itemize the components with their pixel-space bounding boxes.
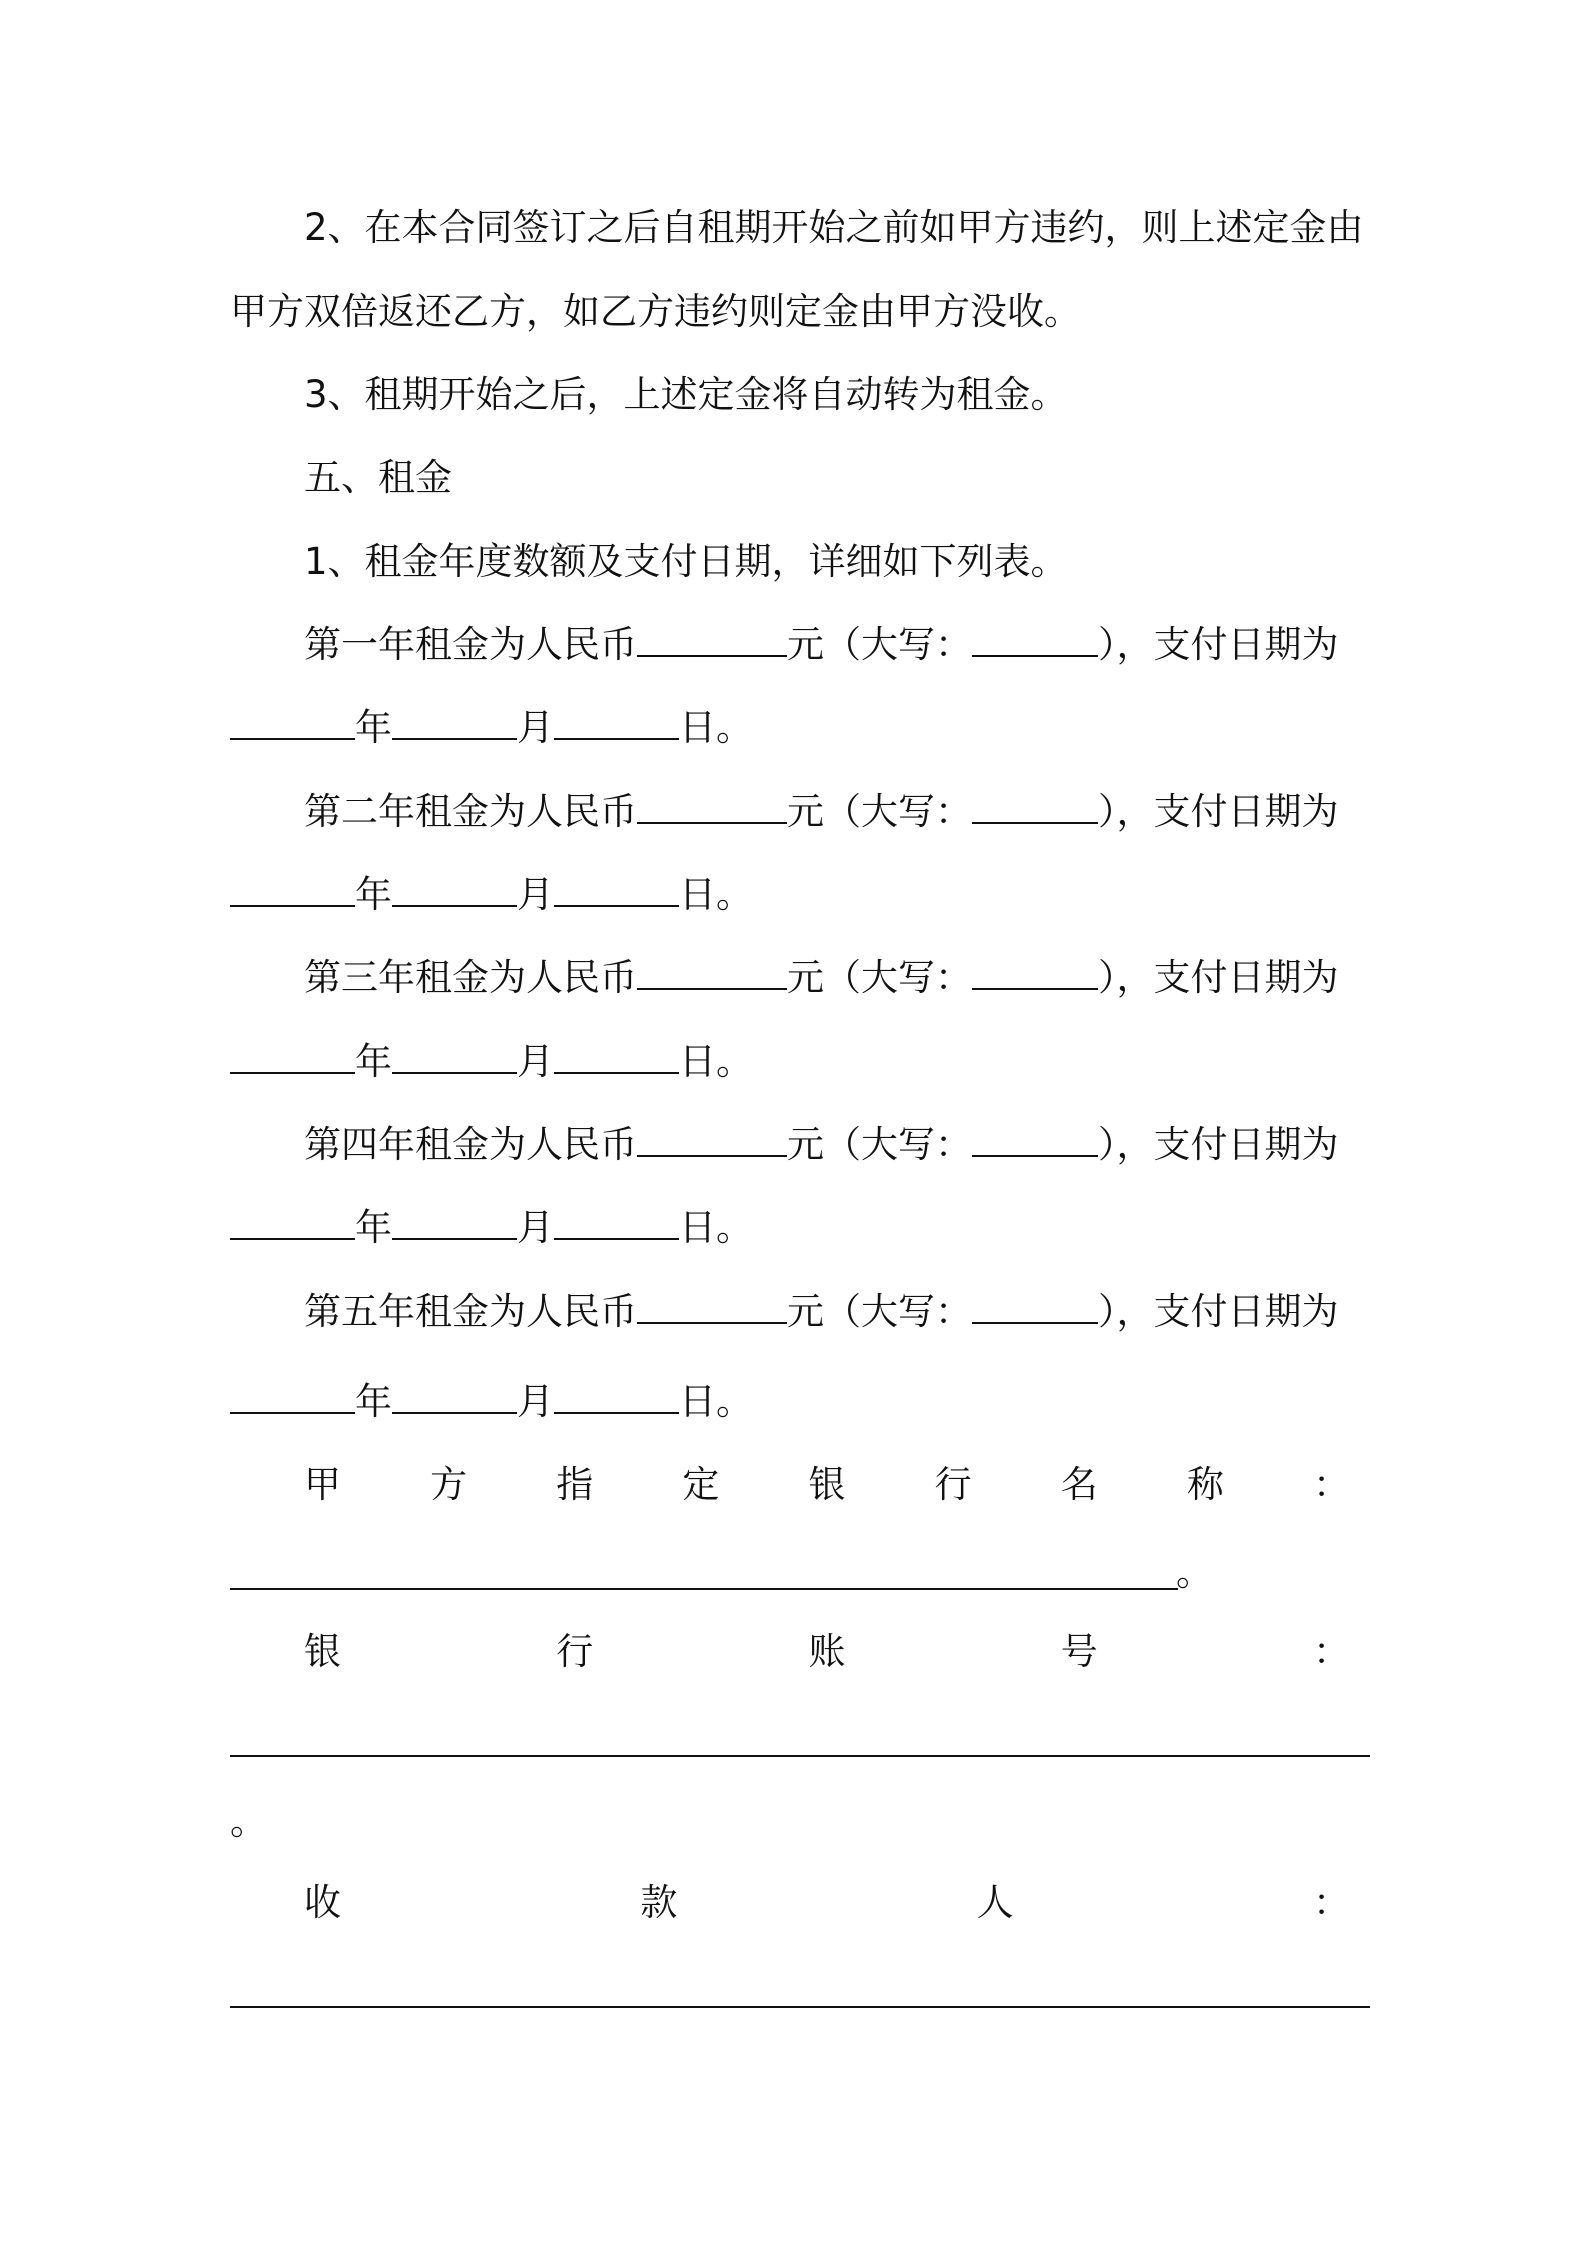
year-label: 年: [355, 873, 392, 916]
label-char: 银: [808, 1463, 846, 1506]
label-char: 甲: [304, 1463, 341, 1506]
bank-account-period: 。: [230, 1800, 267, 1843]
rent-row-prefix: 第一年租金为人民币: [304, 623, 637, 666]
year-label: 年: [355, 1380, 392, 1423]
rent-row-year-1: [304, 620, 1370, 670]
payee-label: [304, 1878, 1350, 1928]
label-char: 名: [1060, 1463, 1098, 1506]
day-label: 日。: [679, 1380, 753, 1423]
year-blank[interactable]: [230, 873, 355, 907]
amount-words-blank[interactable]: [972, 623, 1098, 657]
label-char: 款: [640, 1881, 678, 1924]
day-blank[interactable]: [554, 1206, 679, 1240]
rent-row-prefix: 第三年租金为人民币: [304, 956, 637, 999]
month-blank[interactable]: [392, 1040, 517, 1074]
year-label: 年: [355, 1040, 392, 1083]
clause-3: 3、租期开始之后，上述定金将自动转为租金。: [304, 373, 1068, 416]
amount-blank[interactable]: [637, 623, 787, 657]
amount-blank[interactable]: [637, 1123, 787, 1157]
label-char: 账: [808, 1630, 846, 1673]
clause-2-line-2: 甲方双倍返还乙方，如乙方违约则定金由甲方没收。: [230, 290, 1081, 333]
rent-clause-1: 1、租金年度数额及支付日期，详细如下列表。: [304, 540, 1068, 583]
month-blank[interactable]: [392, 873, 517, 907]
month-blank[interactable]: [392, 1206, 517, 1240]
bank-account-blank[interactable]: [230, 1755, 1370, 1757]
amount-words-blank[interactable]: [972, 1290, 1098, 1324]
label-char: 定: [682, 1463, 720, 1506]
day-label: 日。: [679, 1040, 753, 1083]
clause-2-line-1: 2、在本合同签订之后自租期开始之前如甲方违约，则上述定金由: [304, 206, 1364, 249]
month-label: 月: [517, 1380, 554, 1423]
label-char: 称: [1186, 1463, 1224, 1506]
day-blank[interactable]: [554, 1040, 679, 1074]
rent-date-year-2: [230, 870, 1370, 920]
rent-row-year-3: [304, 953, 1370, 1003]
year-blank[interactable]: [230, 706, 355, 740]
amount-words-blank[interactable]: [972, 790, 1098, 824]
year-blank[interactable]: [230, 1040, 355, 1074]
rent-date-year-3: [230, 1037, 1370, 1087]
label-char: 行: [556, 1630, 594, 1673]
rent-row-yuan: 元（大写：: [787, 623, 972, 666]
bank-name-blank[interactable]: [230, 1588, 1178, 1590]
amount-blank[interactable]: [637, 1290, 787, 1324]
label-char: 收: [304, 1881, 341, 1924]
bank-name-period: 。: [1176, 1551, 1213, 1594]
amount-words-blank[interactable]: [972, 1123, 1098, 1157]
label-char: ：: [1313, 1463, 1350, 1506]
month-blank[interactable]: [392, 706, 517, 740]
bank-name-label: [304, 1460, 1350, 1510]
day-label: 日。: [679, 1206, 753, 1249]
rent-date-year-5: [230, 1377, 1370, 1427]
amount-blank[interactable]: [637, 956, 787, 990]
month-label: 月: [517, 1040, 554, 1083]
label-char: 人: [976, 1881, 1014, 1924]
bank-account-label: [304, 1627, 1350, 1677]
rent-row-yuan: 元（大写：: [787, 1290, 972, 1333]
label-char: 指: [556, 1463, 594, 1506]
label-char: 号: [1060, 1630, 1098, 1673]
rent-date-year-4: [230, 1203, 1370, 1253]
label-char: ：: [1312, 1881, 1350, 1924]
section-heading-rent: 五、租金: [304, 456, 452, 499]
amount-words-blank[interactable]: [972, 956, 1098, 990]
month-blank[interactable]: [392, 1380, 517, 1414]
rent-row-suffix: ），支付日期为: [1098, 1290, 1339, 1333]
month-label: 月: [517, 873, 554, 916]
rent-date-year-1: [230, 703, 1370, 753]
day-label: 日。: [679, 873, 753, 916]
month-label: 月: [517, 1206, 554, 1249]
day-blank[interactable]: [554, 873, 679, 907]
label-char: 行: [934, 1463, 972, 1506]
rent-row-prefix: 第四年租金为人民币: [304, 1123, 637, 1166]
label-char: 方: [430, 1463, 468, 1506]
rent-row-prefix: 第五年租金为人民币: [304, 1290, 637, 1333]
rent-row-year-5: [304, 1287, 1370, 1337]
rent-row-year-4: [304, 1120, 1370, 1170]
payee-blank[interactable]: [230, 2006, 1370, 2008]
day-blank[interactable]: [554, 1380, 679, 1414]
rent-row-suffix: ），支付日期为: [1098, 956, 1339, 999]
year-blank[interactable]: [230, 1206, 355, 1240]
rent-row-yuan: 元（大写：: [787, 1123, 972, 1166]
year-blank[interactable]: [230, 1380, 355, 1414]
rent-row-prefix: 第二年租金为人民币: [304, 790, 637, 833]
day-label: 日。: [679, 706, 753, 749]
rent-row-yuan: 元（大写：: [787, 956, 972, 999]
rent-row-suffix: ），支付日期为: [1098, 790, 1339, 833]
month-label: 月: [517, 706, 554, 749]
rent-row-yuan: 元（大写：: [787, 790, 972, 833]
rent-row-suffix: ），支付日期为: [1098, 623, 1339, 666]
day-blank[interactable]: [554, 706, 679, 740]
rent-row-year-2: [304, 787, 1370, 837]
year-label: 年: [355, 706, 392, 749]
amount-blank[interactable]: [637, 790, 787, 824]
rent-row-suffix: ），支付日期为: [1098, 1123, 1339, 1166]
label-char: 银: [304, 1630, 341, 1673]
year-label: 年: [355, 1206, 392, 1249]
label-char: ：: [1313, 1630, 1350, 1673]
